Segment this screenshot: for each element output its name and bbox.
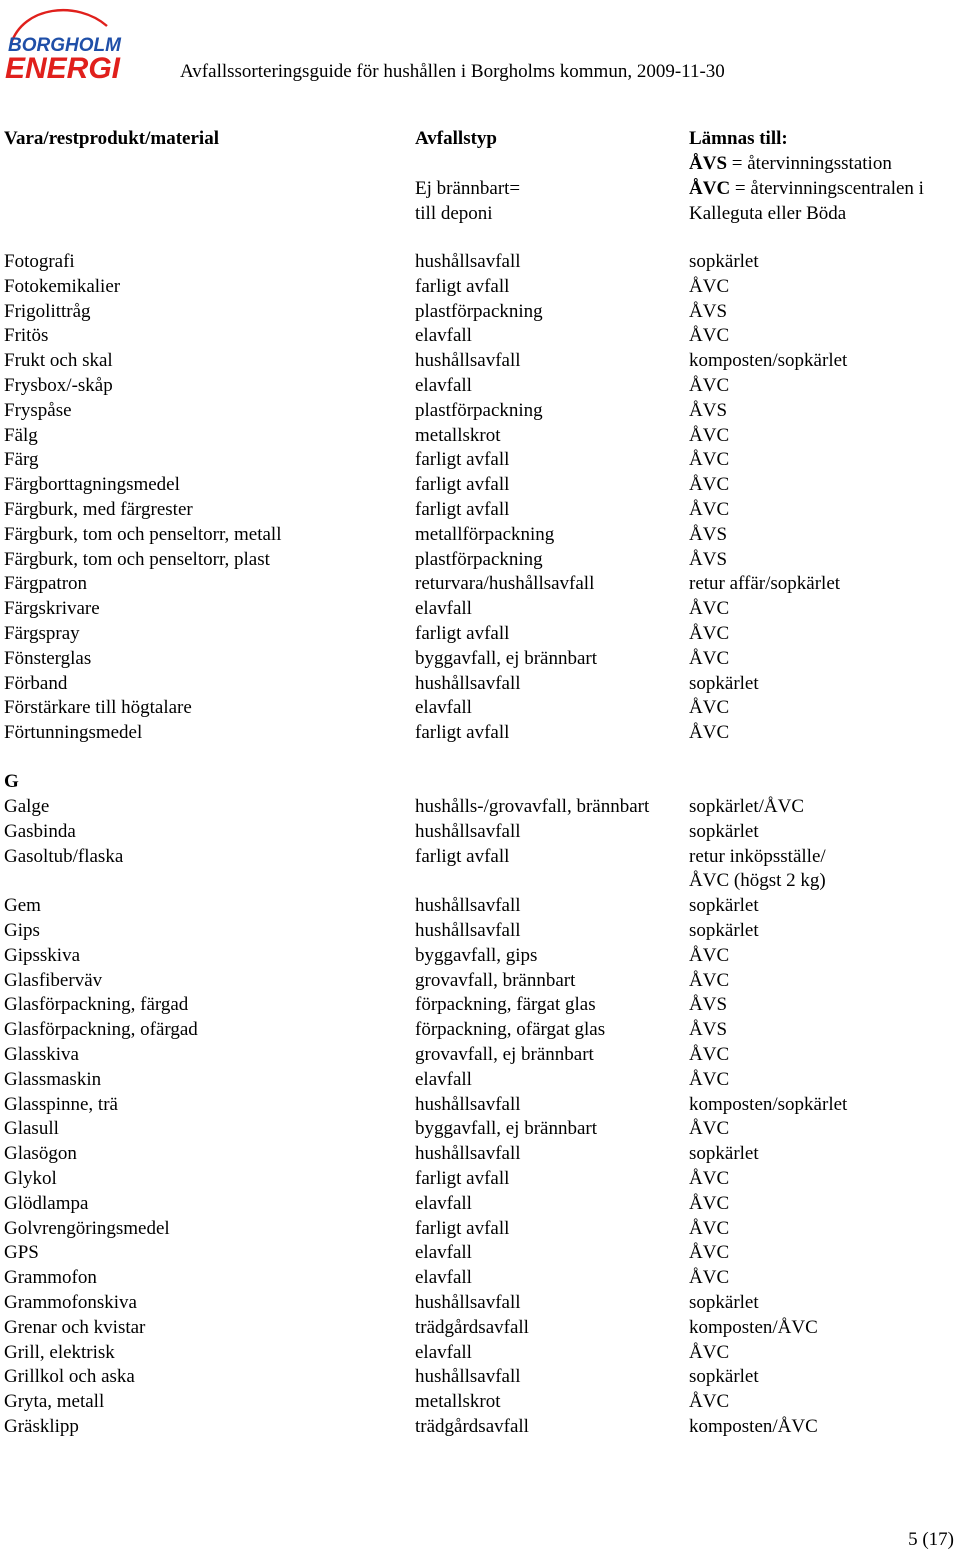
header-item: Vara/restprodukt/material bbox=[4, 128, 219, 149]
table-row bbox=[0, 1192, 960, 1217]
table-row bbox=[0, 300, 960, 325]
waste-type: farligt avfall bbox=[415, 275, 510, 297]
item-name: Gasoltub/flaska bbox=[4, 845, 124, 867]
destination: komposten/sopkärlet bbox=[689, 1093, 848, 1115]
item-name: Fälg bbox=[4, 424, 38, 446]
item-name: Färgburk, tom och penseltorr, metall bbox=[4, 523, 282, 545]
destination: ÅVS bbox=[689, 300, 728, 322]
destination: ÅVC bbox=[689, 1267, 730, 1289]
table-row bbox=[0, 1241, 960, 1266]
item-name: Gips bbox=[4, 919, 40, 941]
waste-type: hushålls-/grovavfall, brännbart bbox=[415, 796, 650, 817]
item-name: Frukt och skal bbox=[4, 350, 113, 372]
item-name: Fritös bbox=[4, 325, 49, 347]
item-name: Frigolittråg bbox=[4, 300, 91, 322]
item-name: Glasförpackning, färgad bbox=[4, 994, 189, 1016]
item-name: Förtunningsmedel bbox=[4, 722, 143, 744]
destination: ÅVC bbox=[689, 374, 730, 396]
waste-type: hushållsavfall bbox=[415, 672, 521, 694]
section-letter-g: G bbox=[4, 771, 19, 792]
waste-type: byggavfall, gips bbox=[415, 944, 538, 966]
header-avs-legend bbox=[689, 152, 892, 177]
waste-type: farligt avfall bbox=[415, 498, 510, 520]
destination: sopkärlet bbox=[689, 1366, 759, 1388]
item-name: Glasfiberväv bbox=[4, 969, 103, 991]
waste-type: hushållsavfall bbox=[415, 895, 521, 917]
destination: ÅVC bbox=[689, 275, 730, 297]
waste-type: hushållsavfall bbox=[415, 820, 521, 842]
table-row bbox=[0, 845, 960, 870]
waste-type: elavfall bbox=[415, 374, 472, 396]
destination: retur affär/sopkärlet bbox=[689, 573, 841, 595]
header-avc-legend-2: Kalleguta eller Böda bbox=[689, 202, 847, 224]
avc-abbr: ÅVC bbox=[689, 177, 731, 199]
destination: ÅVS bbox=[689, 399, 728, 421]
item-name: Gryta, metall bbox=[4, 1391, 105, 1413]
waste-type: metallskrot bbox=[415, 1391, 501, 1413]
destination: sopkärlet/ÅVC bbox=[689, 796, 805, 817]
destination: ÅVC bbox=[689, 1391, 730, 1413]
table-row bbox=[0, 498, 960, 523]
waste-type: farligt avfall bbox=[415, 449, 510, 471]
table-row bbox=[0, 1043, 960, 1068]
table-row bbox=[0, 349, 960, 374]
table-row bbox=[0, 795, 960, 820]
table-row bbox=[0, 275, 960, 300]
waste-type: plastförpackning bbox=[415, 399, 543, 421]
waste-type: metallförpackning bbox=[415, 523, 555, 545]
table-row bbox=[0, 672, 960, 697]
header-type: Avfallstyp bbox=[415, 128, 497, 149]
destination: ÅVC bbox=[689, 424, 730, 446]
item-name: Färgpatron bbox=[4, 573, 88, 595]
destination: komposten/ÅVC bbox=[689, 1316, 818, 1338]
item-name: Glasskiva bbox=[4, 1043, 79, 1065]
table-row bbox=[0, 1341, 960, 1366]
waste-type: hushållsavfall bbox=[415, 1093, 521, 1115]
destination: sopkärlet bbox=[689, 1291, 759, 1313]
table-row bbox=[0, 1266, 960, 1291]
table-row bbox=[0, 647, 960, 672]
waste-type: byggavfall, ej brännbart bbox=[415, 1118, 598, 1140]
table-row bbox=[0, 1365, 960, 1390]
waste-type: farligt avfall bbox=[415, 722, 510, 744]
table-row bbox=[0, 894, 960, 919]
table-row bbox=[0, 424, 960, 449]
waste-type: förpackning, färgat glas bbox=[415, 994, 596, 1016]
waste-type: hushållsavfall bbox=[415, 1291, 521, 1313]
borgholm-energi-logo bbox=[5, 4, 129, 82]
item-name: Färgskrivare bbox=[4, 598, 100, 620]
table-row bbox=[0, 1291, 960, 1316]
item-name: Glödlampa bbox=[4, 1192, 89, 1214]
waste-type: elavfall bbox=[415, 697, 472, 719]
table-row bbox=[0, 473, 960, 498]
destination: ÅVC bbox=[689, 498, 730, 520]
table-row bbox=[0, 1068, 960, 1093]
item-name: Grenar och kvistar bbox=[4, 1316, 146, 1338]
waste-type: metallskrot bbox=[415, 424, 501, 446]
destination: ÅVS bbox=[689, 1019, 728, 1041]
table-row bbox=[0, 1117, 960, 1142]
table-row bbox=[0, 993, 960, 1018]
waste-type: farligt avfall bbox=[415, 622, 510, 644]
table-row bbox=[0, 820, 960, 845]
waste-type: grovavfall, brännbart bbox=[415, 969, 576, 991]
destination: ÅVC bbox=[689, 474, 730, 496]
destination: ÅVS bbox=[689, 548, 728, 570]
waste-type: trädgårdsavfall bbox=[415, 1415, 529, 1437]
table-row bbox=[0, 944, 960, 969]
waste-type: farligt avfall bbox=[415, 1217, 510, 1239]
waste-type: elavfall bbox=[415, 598, 472, 620]
table-row bbox=[0, 250, 960, 275]
destination: sopkärlet bbox=[689, 820, 759, 842]
destination: ÅVS bbox=[689, 994, 728, 1016]
destination: ÅVC bbox=[689, 647, 730, 669]
waste-type: trädgårdsavfall bbox=[415, 1316, 529, 1338]
section-f-list bbox=[0, 250, 960, 746]
item-name: Glykol bbox=[4, 1167, 57, 1189]
table-row bbox=[0, 1390, 960, 1415]
destination: komposten/ÅVC bbox=[689, 1415, 818, 1437]
destination: ÅVC bbox=[689, 598, 730, 620]
destination: ÅVC bbox=[689, 1167, 730, 1189]
section-g-heading bbox=[0, 770, 960, 795]
waste-type: elavfall bbox=[415, 325, 472, 347]
avs-text: = återvinningsstation bbox=[727, 152, 892, 174]
table-row bbox=[0, 548, 960, 573]
destination: ÅVC bbox=[689, 697, 730, 719]
table-row bbox=[0, 919, 960, 944]
document-title: Avfallssorteringsguide för hushållen i Borgholms kommun, 2009-11-30 bbox=[180, 61, 725, 82]
header-destination: Lämnas till: bbox=[689, 128, 788, 149]
waste-type: grovavfall, ej brännbart bbox=[415, 1043, 594, 1065]
destination: ÅVC bbox=[689, 622, 730, 644]
table-row bbox=[0, 869, 960, 894]
destination: sopkärlet bbox=[689, 1143, 759, 1165]
header-avc-legend bbox=[689, 177, 924, 202]
destination: sopkärlet bbox=[689, 672, 759, 694]
table-row bbox=[0, 1093, 960, 1118]
avc-text: = återvinningscentralen i bbox=[730, 177, 924, 199]
table-row bbox=[0, 374, 960, 399]
waste-type: farligt avfall bbox=[415, 474, 510, 496]
item-name: GPS bbox=[4, 1242, 39, 1264]
table-row bbox=[0, 324, 960, 349]
destination: sopkärlet bbox=[689, 251, 759, 272]
table-row bbox=[0, 1018, 960, 1043]
waste-type: elavfall bbox=[415, 1068, 472, 1090]
waste-type: farligt avfall bbox=[415, 845, 510, 867]
section-g-list bbox=[0, 795, 960, 1440]
item-name: Färgburk, med färgrester bbox=[4, 498, 193, 520]
item-name: Gipsskiva bbox=[4, 944, 80, 966]
table-row bbox=[0, 399, 960, 424]
item-name: Glassmaskin bbox=[4, 1068, 102, 1090]
destination: ÅVC bbox=[689, 969, 730, 991]
destination: ÅVC bbox=[689, 325, 730, 347]
item-name: Grammofon bbox=[4, 1267, 97, 1289]
waste-type: plastförpackning bbox=[415, 300, 543, 322]
item-name: Grillkol och aska bbox=[4, 1366, 135, 1388]
table-row bbox=[0, 721, 960, 746]
waste-type: plastförpackning bbox=[415, 548, 543, 570]
waste-type: byggavfall, ej brännbart bbox=[415, 647, 598, 669]
destination: ÅVC bbox=[689, 944, 730, 966]
page-number: 5 (17) bbox=[908, 1529, 954, 1550]
waste-type: farligt avfall bbox=[415, 1167, 510, 1189]
destination: ÅVS bbox=[689, 523, 728, 545]
table-row bbox=[0, 696, 960, 721]
waste-type: elavfall bbox=[415, 1192, 472, 1214]
item-name: Gräsklipp bbox=[4, 1415, 79, 1437]
table-row bbox=[0, 1316, 960, 1341]
item-name: Färg bbox=[4, 449, 39, 471]
destination: ÅVC bbox=[689, 1068, 730, 1090]
item-name: Fotokemikalier bbox=[4, 275, 121, 297]
waste-type: hushållsavfall bbox=[415, 251, 521, 272]
destination: ÅVC bbox=[689, 722, 730, 744]
logo-line2: ENERGI bbox=[5, 52, 121, 82]
waste-type: förpackning, ofärgat glas bbox=[415, 1019, 606, 1041]
item-name: Gasbinda bbox=[4, 820, 76, 842]
waste-type: hushållsavfall bbox=[415, 1366, 521, 1388]
waste-type: returvara/hushållsavfall bbox=[415, 573, 595, 595]
waste-type: elavfall bbox=[415, 1242, 472, 1264]
destination: komposten/sopkärlet bbox=[689, 350, 848, 372]
table-row bbox=[0, 1415, 960, 1440]
logo-line1: BORGHOLM bbox=[8, 35, 121, 56]
header-type-note-2: till deponi bbox=[415, 202, 493, 224]
item-name: Grammofonskiva bbox=[4, 1291, 137, 1313]
destination: ÅVC bbox=[689, 1118, 730, 1140]
item-name: Glasull bbox=[4, 1118, 59, 1140]
table-row bbox=[0, 448, 960, 473]
waste-type: hushållsavfall bbox=[415, 1143, 521, 1165]
table-row bbox=[0, 572, 960, 597]
item-name: Glasögon bbox=[4, 1143, 77, 1165]
item-name: Fryspåse bbox=[4, 399, 72, 421]
item-name: Grill, elektrisk bbox=[4, 1341, 115, 1363]
item-name: Fotografi bbox=[4, 251, 75, 272]
item-name: Förstärkare till högtalare bbox=[4, 697, 192, 719]
destination: retur inköpsställe/ bbox=[689, 845, 826, 867]
destination: ÅVC bbox=[689, 1043, 730, 1065]
item-name: Glasförpackning, ofärgad bbox=[4, 1019, 198, 1041]
item-name: Gem bbox=[4, 895, 41, 917]
table-row bbox=[0, 1142, 960, 1167]
table-row bbox=[0, 1217, 960, 1242]
destination: ÅVC bbox=[689, 1192, 730, 1214]
item-name: Färgborttagningsmedel bbox=[4, 474, 180, 496]
waste-type: elavfall bbox=[415, 1267, 472, 1289]
waste-type: elavfall bbox=[415, 1341, 472, 1363]
avs-abbr: ÅVS bbox=[689, 152, 728, 174]
item-name: Fönsterglas bbox=[4, 647, 92, 669]
item-name: Frysbox/-skåp bbox=[4, 374, 113, 396]
destination: ÅVC bbox=[689, 1217, 730, 1239]
waste-type: hushållsavfall bbox=[415, 919, 521, 941]
destination: ÅVC (högst 2 kg) bbox=[689, 870, 826, 892]
item-name: Galge bbox=[4, 796, 50, 817]
destination: ÅVC bbox=[689, 1341, 730, 1363]
item-name: Färgburk, tom och penseltorr, plast bbox=[4, 548, 270, 570]
item-name: Förband bbox=[4, 672, 68, 694]
table-row bbox=[0, 523, 960, 548]
item-name: Glasspinne, trä bbox=[4, 1093, 118, 1115]
item-name: Golvrengöringsmedel bbox=[4, 1217, 170, 1239]
destination: sopkärlet bbox=[689, 895, 759, 917]
table-row bbox=[0, 1167, 960, 1192]
header-type-note-1: Ej brännbart= bbox=[415, 177, 521, 199]
waste-type: hushållsavfall bbox=[415, 350, 521, 372]
table-row bbox=[0, 622, 960, 647]
table-row bbox=[0, 969, 960, 994]
item-name: Färgspray bbox=[4, 622, 80, 644]
destination: ÅVC bbox=[689, 1242, 730, 1264]
destination: sopkärlet bbox=[689, 919, 759, 941]
destination: ÅVC bbox=[689, 449, 730, 471]
table-row bbox=[0, 597, 960, 622]
